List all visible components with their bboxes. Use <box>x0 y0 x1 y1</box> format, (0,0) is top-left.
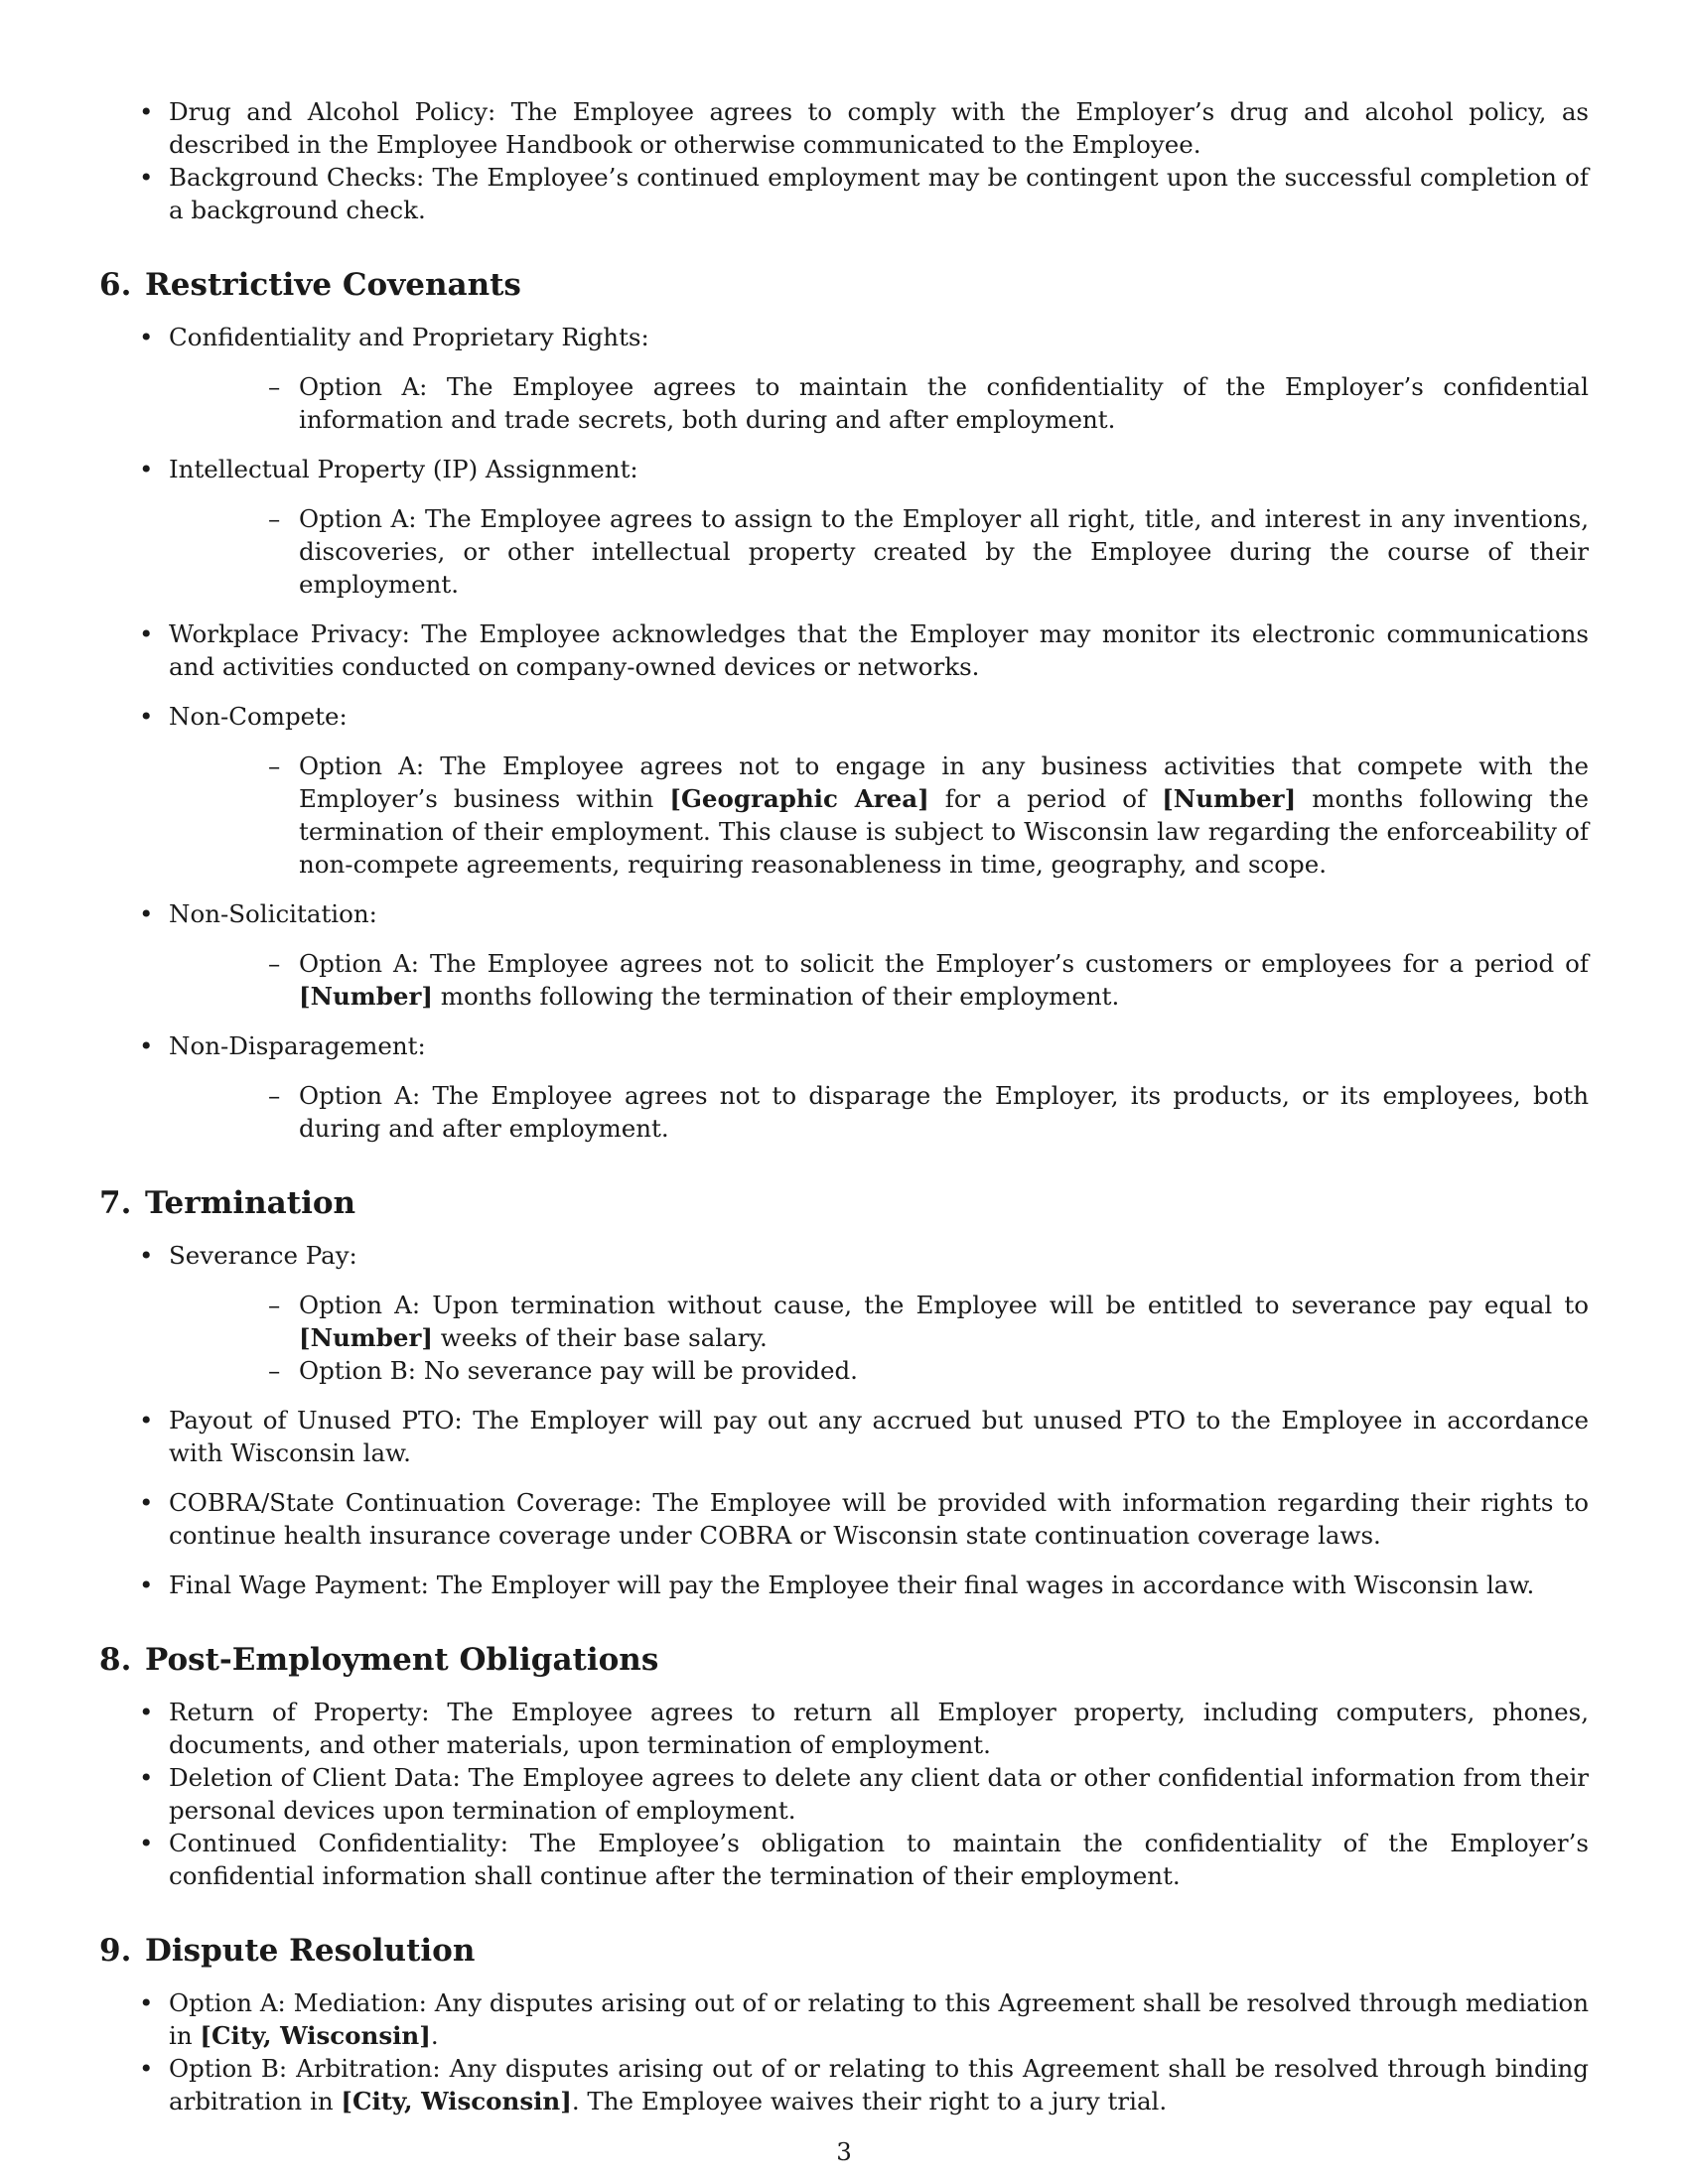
ip-assignment-label: Intellectual Property (IP) Assignment: <box>169 455 638 483</box>
ip-assignment-option-a: – Option A: The Employee agrees to assign to the Employer all right, title, and interest in any inventions, discoveries, or other intellectual property created by the Employee during the course of their employment. <box>169 502 1589 601</box>
city-placeholder: [City, Wisconsin] <box>200 2021 431 2050</box>
section-8-list <box>99 1696 1589 1892</box>
non-disparagement-label: Non-Disparagement: <box>169 1031 426 1060</box>
section-8-number: 8. <box>99 1642 132 1678</box>
section-7-list <box>99 1239 1589 1601</box>
confidentiality-item <box>99 321 1589 436</box>
non-solicitation-label: Non-Solicitation: <box>169 899 377 928</box>
section-9-list <box>99 1986 1589 2117</box>
non-solicitation-option-a <box>169 947 1589 1013</box>
section-7-title: Termination <box>145 1185 356 1221</box>
arbitration-text-2: . The Employee waives their right to a jury trial. <box>571 2087 1168 2116</box>
number-placeholder: [Number] <box>1162 784 1297 813</box>
workplace-privacy-item: • Workplace Privacy: The Employee acknowledges that the Employer may monitor its electronic communications and activities conducted on company-owned devices or networks. <box>99 617 1589 683</box>
severance-text-2: weeks of their base salary. <box>432 1323 768 1352</box>
non-compete-option-a <box>169 750 1589 881</box>
section-8-title: Post-Employment Obligations <box>145 1642 659 1678</box>
non-compete-item <box>99 700 1589 881</box>
section-9-title: Dispute Resolution <box>145 1933 476 1969</box>
final-wage-item: • Final Wage Payment: The Employer will pay the Employee their final wages in accordance with Wisconsin law. <box>99 1569 1589 1601</box>
section-9-number: 9. <box>99 1933 132 1969</box>
section-6-list <box>99 321 1589 1145</box>
confidentiality-option-a: – Option A: The Employee agrees to maintain the confidentiality of the Employer’s confidential information and trade secrets, both during and after employment. <box>169 370 1589 436</box>
continued-confidentiality-item: • Continued Confidentiality: The Employee’s obligation to maintain the confidentiality of the Employer’s confidential information shall continue after the termination of their employment. <box>99 1827 1589 1892</box>
section-7-number: 7. <box>99 1185 132 1221</box>
deletion-client-data-item: • Deletion of Client Data: The Employee agrees to delete any client data or other confidential information from their personal devices upon termination of employment. <box>99 1761 1589 1827</box>
severance-option-b: – Option B: No severance pay will be provided. <box>169 1354 1589 1387</box>
pto-payout-item: • Payout of Unused PTO: The Employer will pay out any accrued but unused PTO to the Employee in accordance with Wisconsin law. <box>99 1404 1589 1469</box>
number-placeholder: [Number] <box>299 1323 433 1352</box>
return-property-item: • Return of Property: The Employee agrees to return all Employer property, including computers, phones, documents, and other materials, upon termination of employment. <box>99 1696 1589 1761</box>
document-page <box>99 95 1589 2117</box>
section-8-heading <box>99 1641 1589 1679</box>
ip-assignment-item <box>99 453 1589 601</box>
non-compete-text-2: for a period of <box>928 784 1163 813</box>
non-compete-text-1: Option A: The Employee agrees not to engage in any business activities that compete with the Employer’s business within <box>299 751 1589 813</box>
non-disparagement-item <box>99 1029 1589 1145</box>
severance-text-1: Option A: Upon termination without cause, the Employee will be entitled to severance pay equal to <box>299 1291 1589 1319</box>
number-placeholder: [Number] <box>299 982 433 1011</box>
section-6-heading <box>99 266 1589 304</box>
arbitration-option-item <box>99 2052 1589 2117</box>
section-5-list <box>99 95 1589 226</box>
non-disparagement-option-a: – Option A: The Employee agrees not to disparage the Employer, its products, or its employees, both during and after employment. <box>169 1079 1589 1145</box>
section-7-heading <box>99 1184 1589 1222</box>
section-9-heading <box>99 1932 1589 1970</box>
severance-pay-label: Severance Pay: <box>169 1241 357 1270</box>
geographic-area-placeholder: [Geographic Area] <box>669 784 929 813</box>
mediation-text-2: . <box>430 2021 439 2050</box>
non-compete-text-3: months following the termination of their employment. This clause is subject to Wisconsin law regarding the enforceability of non-compete agreements, requiring reasonableness in time, geography, and scope. <box>299 784 1589 879</box>
section-6-title: Restrictive Covenants <box>145 267 521 303</box>
section-6-number: 6. <box>99 267 132 303</box>
city-placeholder: [City, Wisconsin] <box>341 2087 572 2116</box>
severance-pay-item <box>99 1239 1589 1387</box>
severance-option-a <box>169 1289 1589 1354</box>
non-compete-label: Non-Compete: <box>169 702 348 731</box>
cobra-item: • COBRA/State Continuation Coverage: The Employee will be provided with information regarding their rights to continue health insurance coverage under COBRA or Wisconsin state continuation coverage laws. <box>99 1486 1589 1552</box>
mediation-option-item <box>99 1986 1589 2052</box>
non-solicitation-text-1: Option A: The Employee agrees not to solicit the Employer’s customers or employees for a period of <box>299 949 1589 978</box>
page-number: 3 <box>836 2137 852 2166</box>
mediation-text-1: Option A: Mediation: Any disputes arising out of or relating to this Agreement shall be resolved through mediation in <box>169 1988 1589 2050</box>
arbitration-text-1: Option B: Arbitration: Any disputes arising out of or relating to this Agreement shall be resolved through binding arbitration in <box>169 2054 1589 2116</box>
non-solicitation-item <box>99 897 1589 1013</box>
drug-alcohol-policy-item: • Drug and Alcohol Policy: The Employee agrees to comply with the Employer’s drug and alcohol policy, as described in the Employee Handbook or otherwise communicated to the Employee. <box>99 95 1589 161</box>
non-solicitation-text-2: months following the termination of their employment. <box>432 982 1120 1011</box>
background-checks-item: • Background Checks: The Employee’s continued employment may be contingent upon the successful completion of a background check. <box>99 161 1589 226</box>
confidentiality-label: Confidentiality and Proprietary Rights: <box>169 323 649 351</box>
